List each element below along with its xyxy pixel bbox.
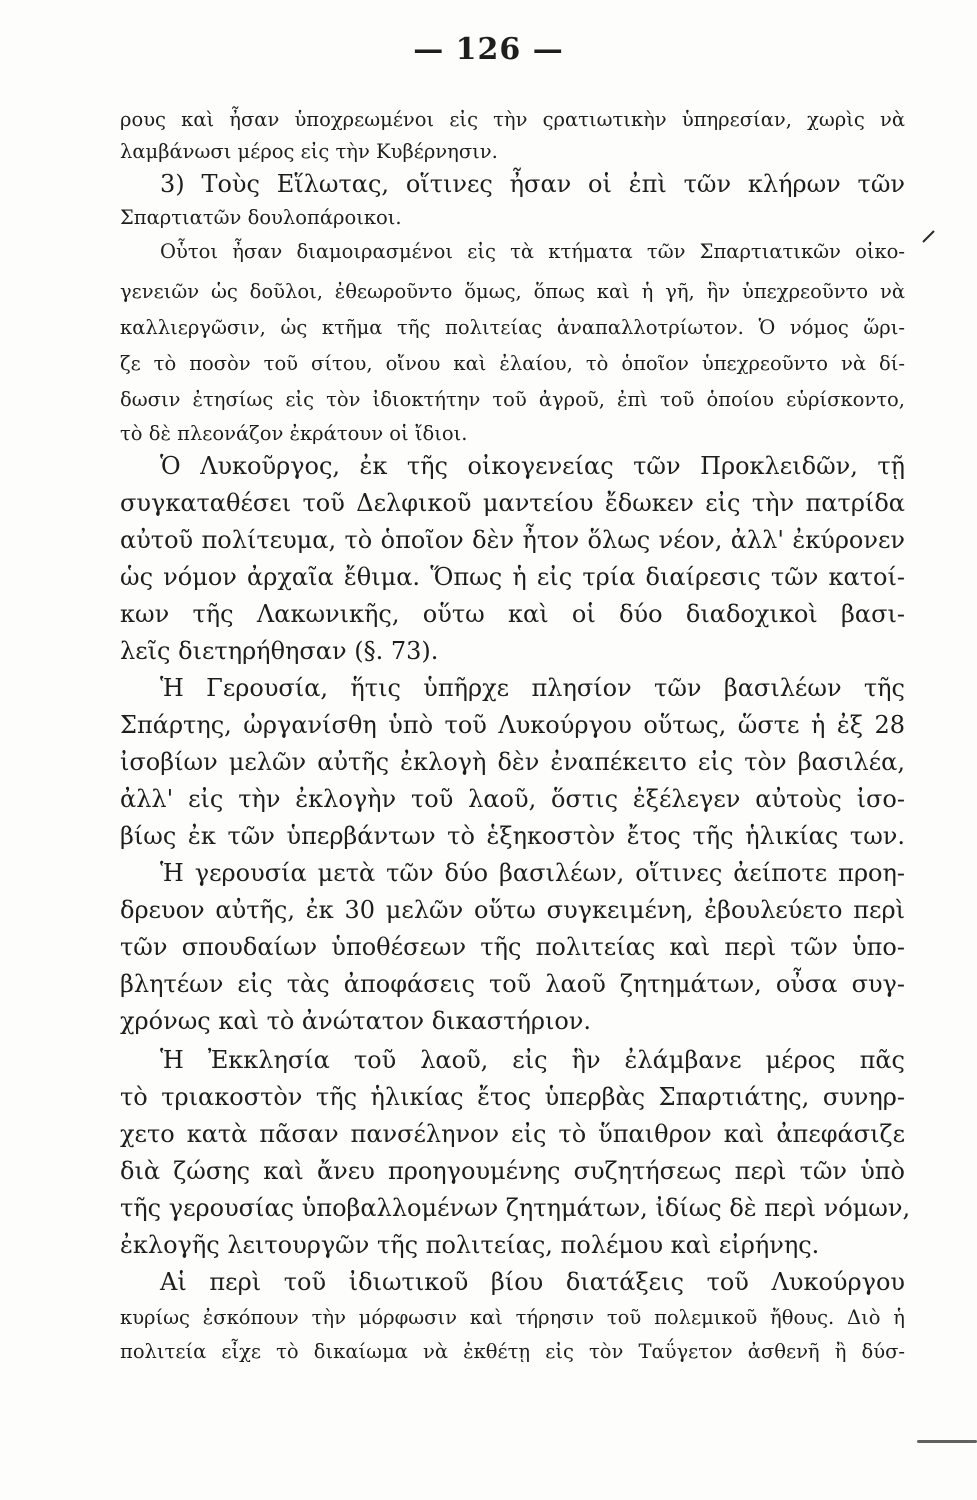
text-line: 3) Τοὺς Εἵλωτας, οἵτινες ἦσαν οἱ ἐπὶ τῶν κλήρων τῶν <box>160 170 905 198</box>
text-line: δωσιν ἐτησίως εἰς τὸν ἰδιοκτήτην τοῦ ἀγροῦ, ἐπὶ τοῦ ὁποίου εὑρίσκοντο, <box>120 388 905 411</box>
text-line: χρόνως καὶ τὸ ἀνώτατον δικαστήριον. <box>120 1007 592 1035</box>
text-line: λεῖς διετηρήθησαν (§. 73). <box>120 637 439 665</box>
text-line: Ὁ Λυκοῦργος, ἐκ τῆς οἰκογενείας τῶν Προκλειδῶν, τῇ <box>160 452 905 480</box>
text-line: χετο κατὰ πᾶσαν πανσέληνον εἰς τὸ ὕπαιθρον καὶ ἀπεφάσιζε <box>120 1120 905 1148</box>
text-line: καλλιεργῶσιν, ὡς κτῆμα τῆς πολιτείας ἀναπαλλοτρίωτον. Ὁ νόμος ὥρι- <box>120 316 905 339</box>
text-line: Ἡ Ἐκκλησία τοῦ λαοῦ, εἰς ἣν ἐλάμβανε μέρος πᾶς <box>160 1046 905 1074</box>
page-number: — 126 — <box>413 32 564 67</box>
text-line: Αἱ περὶ τοῦ ἰδιωτικοῦ βίου διατάξεις τοῦ Λυκούργου <box>160 1268 905 1296</box>
text-line: Οὗτοι ἦσαν διαμοιρασμένοι εἰς τὰ κτήματα τῶν Σπαρτιατικῶν οἰκο- <box>160 240 905 263</box>
text-line: ἐκλογῆς λειτουργῶν τῆς πολιτείας, πολέμου καὶ εἰρήνης. <box>120 1231 820 1259</box>
edge-ink-mark <box>917 1440 977 1443</box>
text-line: κων τῆς Λακωνικῆς, οὕτω καὶ οἱ δύο διαδοχικοὶ βασι- <box>120 600 905 628</box>
text-line: τὸ τριακοστὸν τῆς ἡλικίας ἔτος ὑπερβὰς Σπαρτιάτης, συνηρ- <box>120 1083 905 1111</box>
text-line: τῶν σπουδαίων ὑποθέσεων τῆς πολιτείας καὶ περὶ τῶν ὑπο- <box>120 933 905 961</box>
ink-mark-icon <box>922 228 930 236</box>
text-line: βίως ἐκ τῶν ὑπερβάντων τὸ ἑξηκοστὸν ἔτος τῆς ἡλικίας των. <box>120 822 905 850</box>
text-line: ἰσοβίων μελῶν αὐτῆς ἐκλογὴ δὲν ἐναπέκειτο εἰς τὸν βασιλέα, <box>120 748 905 776</box>
text-line: κυρίως ἐσκόπουν τὴν μόρφωσιν καὶ τήρησιν τοῦ πολεμικοῦ ἤθους. Διὸ ἡ <box>120 1306 905 1329</box>
text-line: βλητέων εἰς τὰς ἀποφάσεις τοῦ λαοῦ ζητημάτων, οὖσα συγ- <box>120 970 905 998</box>
text-line: ρους καὶ ἦσαν ὑποχρεωμένοι εἰς τὴν ςρατιωτικὴν ὑπηρεσίαν, χωρὶς νὰ <box>120 108 905 131</box>
text-line: αὐτοῦ πολίτευμα, τὸ ὁποῖον δὲν ἦτον ὅλως νέον, ἀλλ' ἐκύρονεν <box>120 526 905 554</box>
text-line: συγκαταθέσει τοῦ Δελφικοῦ μαντείου ἔδωκεν εἰς τὴν πατρίδα <box>120 489 905 517</box>
text-line: δρευον αὐτῆς, ἐκ 30 μελῶν οὕτω συγκειμένη, ἐβουλεύετο περὶ <box>120 896 905 924</box>
text-line: γενειῶν ὡς δοῦλοι, ἐθεωροῦντο ὅμως, ὅπως καὶ ἡ γῆ, ἣν ὑπεχρεοῦντο νὰ <box>120 280 905 303</box>
text-line: Σπαρτιατῶν δουλοπάροικοι. <box>120 206 402 229</box>
text-line: ζε τὸ ποσὸν τοῦ σίτου, οἴνου καὶ ἐλαίου, τὸ ὁποῖον ὑπεχρεοῦντο νὰ δί- <box>120 352 905 375</box>
text-line: διὰ ζώσης καὶ ἄνευ προηγουμένης συζητήσεως περὶ τῶν ὑπὸ <box>120 1157 905 1185</box>
text-line: ὡς νόμον ἀρχαῖα ἔθιμα. Ὅπως ἡ εἰς τρία διαίρεσις τῶν κατοί- <box>120 563 905 591</box>
text-line: Ἡ γερουσία μετὰ τῶν δύο βασιλέων, οἵτινες ἀείποτε προη- <box>160 859 905 887</box>
text-line: πολιτεία εἶχε τὸ δικαίωμα νὰ ἐκθέτῃ εἰς τὸν Ταΰγετον ἀσθενῆ ἢ δύσ- <box>120 1340 905 1363</box>
text-line: τῆς γερουσίας ὑποβαλλομένων ζητημάτων, ἰδίως δὲ περὶ νόμων, <box>120 1194 911 1222</box>
text-line: τὸ δὲ πλεονάζον ἐκράτουν οἱ ἴδιοι. <box>120 422 468 445</box>
text-line: λαμβάνωσι μέρος εἰς τὴν Κυβέρνησιν. <box>120 140 498 163</box>
text-line: ἀλλ' εἰς τὴν ἐκλογὴν τοῦ λαοῦ, ὅστις ἐξέλεγεν αὐτοὺς ἰσο- <box>120 785 905 813</box>
text-line: Ἡ Γερουσία, ἥτις ὑπῆρχε πλησίον τῶν βασιλέων τῆς <box>160 674 905 702</box>
text-line: Σπάρτης, ὠργανίσθη ὑπὸ τοῦ Λυκούργου οὕτως, ὥστε ἡ ἐξ 28 <box>120 711 905 739</box>
